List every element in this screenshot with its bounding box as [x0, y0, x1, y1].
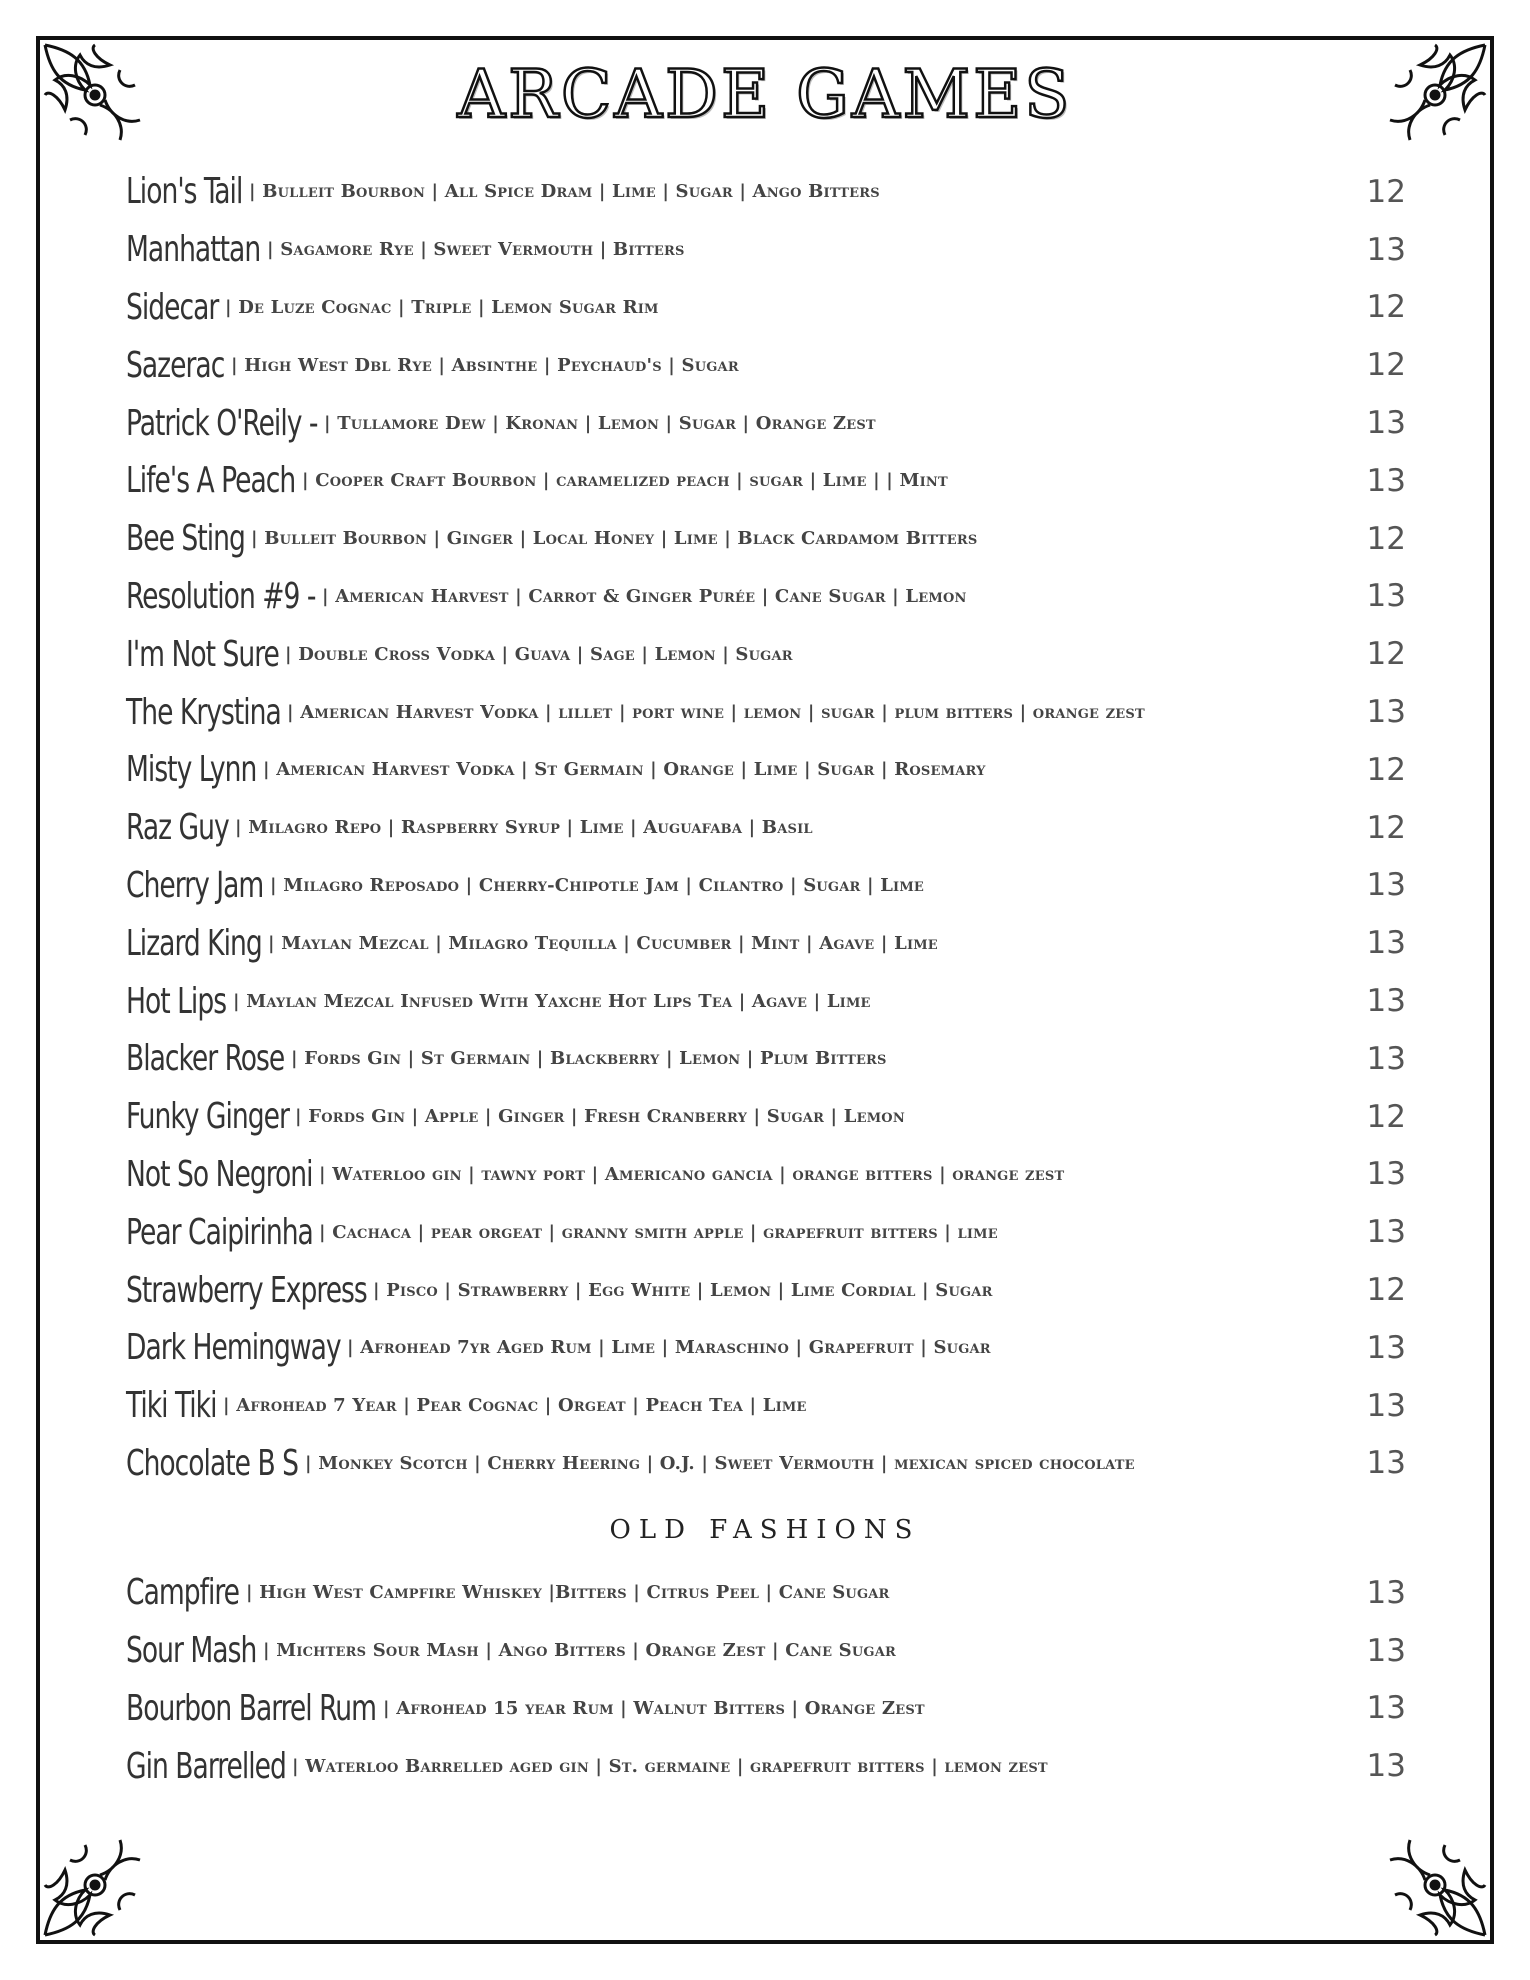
- item-name: Misty Lynn: [126, 749, 257, 791]
- menu-item: [126, 741, 1406, 799]
- item-name: Hot Lips: [126, 980, 227, 1022]
- item-ingredients: | American Harvest | Carrot & Ginger Purée | Cane Sugar | Lemon: [322, 585, 967, 607]
- menu-item: [126, 1088, 1406, 1146]
- item-price: 12: [1366, 347, 1406, 384]
- item-ingredients: | Afrohead 7yr Aged Rum | Lime | Maraschino | Grapefruit | Sugar: [347, 1337, 991, 1359]
- item-ingredients: | Double Cross Vodka | Guava | Sage | Lemon | Sugar: [285, 643, 793, 665]
- item-ingredients: | Maylan Mezcal | Milagro Tequilla | Cucumber | Mint | Agave | Lime: [268, 932, 938, 954]
- item-name: Manhattan: [126, 229, 261, 271]
- item-price: 13: [1366, 405, 1406, 442]
- menu-item: [126, 1680, 1406, 1738]
- menu-item: [126, 1622, 1406, 1680]
- item-ingredients: | Milagro Reposado | Cherry-Chipotle Jam | Cilantro | Sugar | Lime: [270, 874, 925, 896]
- menu-item: [126, 1146, 1406, 1204]
- item-price: 13: [1366, 578, 1406, 615]
- item-ingredients: | Bulleit Bourbon | Ginger | Local Honey | Lime | Black Cardamom Bitters: [251, 528, 978, 550]
- menu-item: [126, 221, 1406, 279]
- menu-item: [126, 279, 1406, 337]
- menu-item: [126, 336, 1406, 394]
- menu-item: [126, 1203, 1406, 1261]
- cocktail-list: [126, 163, 1406, 1492]
- menu-item: [126, 1737, 1406, 1795]
- ornament-corner-icon: [40, 1830, 150, 1940]
- item-ingredients: | Afrohead 7 Year | Pear Cognac | Orgeat | Peach Tea | Lime: [223, 1395, 807, 1417]
- item-price: 12: [1366, 751, 1406, 788]
- menu-item: [126, 799, 1406, 857]
- item-name: Tiki Tiki: [126, 1385, 217, 1427]
- item-price: 12: [1366, 1098, 1406, 1135]
- menu-item: [126, 452, 1406, 510]
- item-ingredients: | Cooper Craft Bourbon | caramelized peach | sugar | Lime | | Mint: [302, 470, 948, 492]
- menu-item: [126, 1377, 1406, 1435]
- item-name: Bee Sting: [126, 518, 245, 560]
- item-price: 13: [1366, 462, 1406, 499]
- item-name: The Krystina: [126, 691, 281, 733]
- item-ingredients: | High West Campfire Whiskey |Bitters | Citrus Peel | Cane Sugar: [246, 1582, 890, 1604]
- item-ingredients: | American Harvest Vodka | lillet | port wine | lemon | sugar | plum bitters | orange zest: [287, 701, 1145, 723]
- item-ingredients: | Waterloo Barrelled aged gin | St. germaine | grapefruit bitters | lemon zest: [292, 1755, 1048, 1777]
- item-ingredients: | Monkey Scotch | Cherry Heering | O.J. | Sweet Vermouth | mexican spiced chocolate: [305, 1452, 1135, 1474]
- item-name: Sidecar: [126, 286, 219, 328]
- menu-item: [126, 568, 1406, 626]
- menu-item: [126, 394, 1406, 452]
- item-ingredients: | Fords Gin | Apple | Ginger | Fresh Cranberry | Sugar | Lemon: [295, 1106, 905, 1128]
- item-price: 13: [1366, 1387, 1406, 1424]
- item-price: 12: [1366, 289, 1406, 326]
- item-ingredients: | Waterloo gin | tawny port | Americano gancia | orange bitters | orange zest: [319, 1163, 1065, 1185]
- item-ingredients: | American Harvest Vodka | St Germain | Orange | Lime | Sugar | Rosemary: [263, 759, 986, 781]
- item-ingredients: | Fords Gin | St Germain | Blackberry | Lemon | Plum Bitters: [291, 1048, 887, 1070]
- item-name: Lizard King: [126, 922, 262, 964]
- item-name: Not So Negroni: [126, 1153, 313, 1195]
- item-price: 13: [1366, 1748, 1406, 1785]
- menu-item: [126, 510, 1406, 568]
- item-name: Campfire: [126, 1572, 240, 1614]
- item-price: 13: [1366, 694, 1406, 731]
- menu-item: [126, 163, 1406, 221]
- item-price: 13: [1366, 1445, 1406, 1482]
- item-name: I'm Not Sure: [126, 633, 279, 675]
- menu-item: [126, 1435, 1406, 1493]
- item-price: 13: [1366, 1329, 1406, 1366]
- menu-item: [126, 1564, 1406, 1622]
- item-name: Cherry Jam: [126, 864, 264, 906]
- item-ingredients: | Cachaca | pear orgeat | granny smith apple | grapefruit bitters | lime: [319, 1221, 998, 1243]
- section-heading-old-fashions: OLD FASHIONS: [609, 1515, 921, 1545]
- item-ingredients: | De Luze Cognac | Triple | Lemon Sugar Rim: [225, 296, 659, 318]
- item-ingredients: | Afrohead 15 year Rum | Walnut Bitters | Orange Zest: [383, 1697, 925, 1719]
- item-ingredients: | Pisco | Strawberry | Egg White | Lemon | Lime Cordial | Sugar: [373, 1279, 993, 1301]
- menu-title: ARCADE GAMES: [457, 56, 1073, 133]
- item-name: Life's A Peach: [126, 460, 296, 502]
- item-price: 13: [1366, 1690, 1406, 1727]
- item-ingredients: | Maylan Mezcal Infused With Yaxche Hot Lips Tea | Agave | Lime: [233, 990, 871, 1012]
- item-price: 13: [1366, 1040, 1406, 1077]
- item-ingredients: | Bulleit Bourbon | All Spice Dram | Lime | Sugar | Ango Bitters: [249, 181, 880, 203]
- item-ingredients: | Michters Sour Mash | Ango Bitters | Orange Zest | Cane Sugar: [263, 1640, 897, 1662]
- item-name: Pear Caipirinha: [126, 1211, 313, 1253]
- menu-item: [126, 625, 1406, 683]
- item-name: Sazerac: [126, 344, 225, 386]
- menu-item: [126, 1030, 1406, 1088]
- item-price: 13: [1366, 983, 1406, 1020]
- item-ingredients: | Tullamore Dew | Kronan | Lemon | Sugar | Orange Zest: [324, 412, 876, 434]
- item-name: Blacker Rose: [126, 1038, 285, 1080]
- item-price: 13: [1366, 1632, 1406, 1669]
- item-name: Raz Guy: [126, 807, 229, 849]
- menu-item: [126, 1261, 1406, 1319]
- item-name: Funky Ginger: [126, 1096, 289, 1138]
- item-price: 13: [1366, 1156, 1406, 1193]
- item-name: Strawberry Express: [126, 1269, 367, 1311]
- item-ingredients: | High West Dbl Rye | Absinthe | Peychaud's | Sugar: [231, 354, 739, 376]
- menu-item: [126, 857, 1406, 915]
- menu-item: [126, 1319, 1406, 1377]
- ornament-corner-icon: [1380, 1830, 1490, 1940]
- menu-item: [126, 683, 1406, 741]
- item-price: 12: [1366, 173, 1406, 210]
- item-ingredients: | Milagro Repo | Raspberry Syrup | Lime | Auguafaba | Basil: [235, 817, 813, 839]
- item-name: Bourbon Barrel Rum: [126, 1687, 377, 1729]
- item-price: 12: [1366, 1272, 1406, 1309]
- item-price: 13: [1366, 867, 1406, 904]
- item-name: Lion's Tail: [126, 171, 243, 213]
- item-price: 13: [1366, 1214, 1406, 1251]
- item-price: 13: [1366, 231, 1406, 268]
- item-name: Patrick O'Reily -: [126, 402, 318, 444]
- menu-item: [126, 972, 1406, 1030]
- item-ingredients: | Sagamore Rye | Sweet Vermouth | Bitters: [267, 239, 685, 261]
- item-price: 12: [1366, 520, 1406, 557]
- item-name: Resolution #9 -: [126, 575, 316, 617]
- item-name: Dark Hemingway: [126, 1327, 341, 1369]
- old-fashions-list: [126, 1564, 1406, 1795]
- item-name: Sour Mash: [126, 1630, 257, 1672]
- item-name: Chocolate B S: [126, 1442, 299, 1484]
- item-price: 13: [1366, 925, 1406, 962]
- item-price: 13: [1366, 1574, 1406, 1611]
- item-price: 12: [1366, 636, 1406, 673]
- item-name: Gin Barrelled: [126, 1745, 286, 1787]
- item-price: 12: [1366, 809, 1406, 846]
- menu-item: [126, 914, 1406, 972]
